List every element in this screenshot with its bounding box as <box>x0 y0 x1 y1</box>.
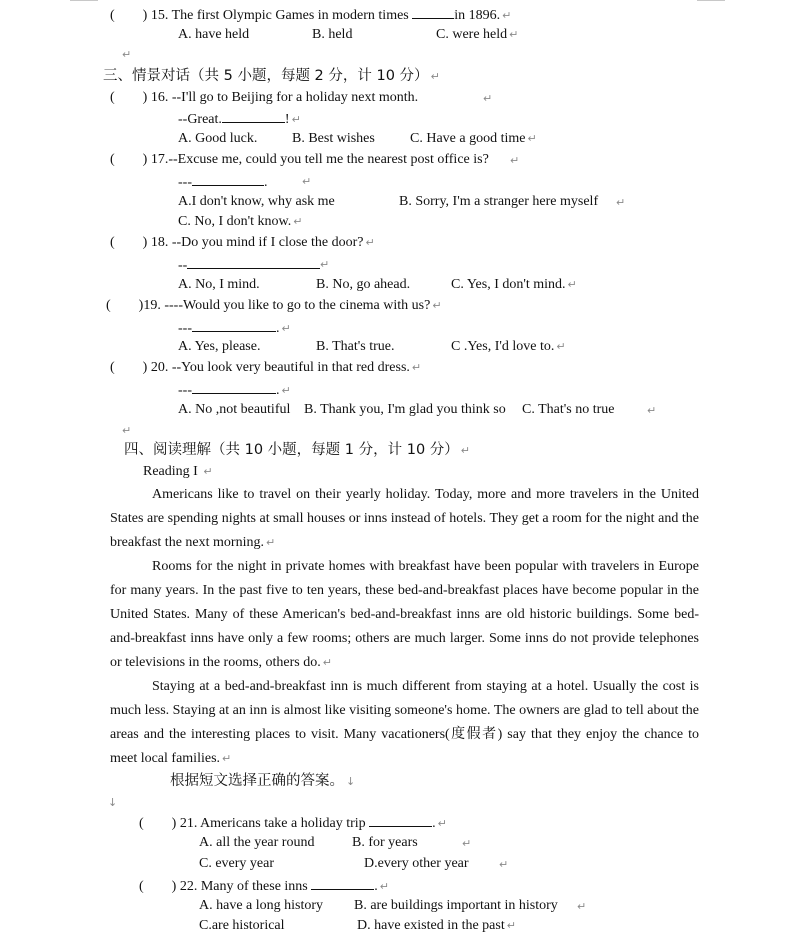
paragraph-mark: ↵ <box>462 837 472 850</box>
question-stem: 19. ----Would you like to go to the cinema with us? <box>143 298 431 313</box>
answer-paren: ( ) <box>110 90 148 105</box>
page-corner-mark-left <box>70 0 98 1</box>
option-b: B. are buildings important in history <box>354 898 558 913</box>
paragraph-mark: ↵ <box>222 752 232 765</box>
paragraph-mark: ↵ <box>567 278 577 291</box>
option-b: B. Best wishes <box>292 131 375 146</box>
paragraph-mark: ↓ <box>346 775 356 788</box>
question-15 <box>110 5 511 25</box>
paragraph-mark: ↵ <box>291 113 301 126</box>
option-b: B. No, go ahead. <box>316 277 411 292</box>
paragraph-mark: ↵ <box>265 536 276 549</box>
option-b: B. That's true. <box>316 339 395 354</box>
section-3-title <box>103 67 440 86</box>
option-c <box>178 213 302 231</box>
passage-paragraph-1 <box>110 483 699 555</box>
paragraph-mark: ↵ <box>203 465 213 478</box>
paragraph-mark: ↵ <box>647 404 657 417</box>
paragraph-mark: ↵ <box>320 258 330 271</box>
reply-line <box>178 172 268 192</box>
answer-blank <box>311 876 374 890</box>
option-c: C.are historical <box>199 918 285 933</box>
option-c-text: C. No, I don't know. <box>178 214 292 229</box>
question-20 <box>110 359 421 377</box>
question-16 <box>110 89 418 107</box>
answer-paren: ( ) <box>110 152 148 167</box>
option-b: B. Sorry, I'm a stranger here myself <box>399 194 599 209</box>
paragraph-mark: ↵ <box>616 196 626 209</box>
paragraph-mark: ↵ <box>302 175 312 188</box>
question-stem-end: in 1896. <box>454 8 501 23</box>
option-c: C. That's no true <box>522 402 615 417</box>
paragraph-mark: ↵ <box>556 340 566 353</box>
question-stem: 16. --I'll go to Beijing for a holiday next month. <box>150 90 419 105</box>
paragraph-mark: ↵ <box>502 9 512 22</box>
option-c-text: C. Yes, I don't mind. <box>451 277 566 292</box>
option-b: B. for years <box>352 835 418 850</box>
option-d: D.every other year <box>364 856 469 871</box>
reply-line <box>178 318 291 338</box>
option-c: C. every year <box>199 856 275 871</box>
reply-line <box>178 380 291 400</box>
option-d <box>357 917 516 935</box>
paragraph-mark: ↵ <box>460 444 470 457</box>
question-stem: 22. Many of these inns <box>179 879 308 894</box>
answer-blank <box>192 318 276 332</box>
option-a: A. all the year round <box>199 835 315 850</box>
option-a: A.I don't know, why ask me <box>178 194 335 209</box>
page-corner-mark-right <box>697 0 725 1</box>
question-stem: 21. Americans take a holiday trip <box>179 816 366 831</box>
paragraph-text: Americans like to travel on their yearly holiday. Today, more and more travelers in the United States are spending nights at small houses or inns instead of hotels. They get a room for the night and the breakfast the next morning. <box>110 487 699 550</box>
reply-suffix: ! <box>284 112 290 127</box>
option-b: B. Thank you, I'm glad you think so <box>304 402 506 417</box>
section-4-title <box>124 441 470 460</box>
reply-suffix: . <box>264 175 268 190</box>
question-stem-end: . <box>432 816 436 831</box>
paragraph-mark: ↵ <box>509 28 519 41</box>
answer-paren: ( ) <box>106 298 144 313</box>
option-d-text: D. have existed in the past <box>357 918 505 933</box>
reply-suffix: . <box>276 321 280 336</box>
reply-line <box>178 255 320 275</box>
option-c <box>451 276 577 294</box>
passage-paragraph-3 <box>110 675 699 771</box>
question-21 <box>139 813 447 833</box>
paragraph-mark: ↵ <box>411 361 422 374</box>
option-c-text: C. were held <box>436 27 508 42</box>
option-c-text: C .Yes, I'd love to. <box>451 339 555 354</box>
option-c <box>451 338 566 356</box>
instruction <box>170 772 355 791</box>
passage-paragraph-2 <box>110 555 699 675</box>
question-18 <box>110 234 375 252</box>
option-a: A. Yes, please. <box>178 339 261 354</box>
reading-heading-text: Reading I <box>143 464 198 479</box>
paragraph-mark: ↵ <box>281 384 291 397</box>
option-a: A. Good luck. <box>178 131 258 146</box>
reply-prefix: -- <box>178 258 188 273</box>
option-c <box>436 26 518 44</box>
paragraph-text: Rooms for the night in private homes with breakfast have been popular with travelers in Europe for many years. In the past five to ten years, these bed-and-breakfast places have become popular in the United States. Many of these American's bed-and-breakfast inns are old historic buildings. Some bed-and-breakfast inns have only a few rooms; others are much larger. Some inns do not provide telephones or televisions in the rooms, others do. <box>110 559 699 670</box>
reply-prefix: --Great. <box>178 112 222 127</box>
answer-paren: ( ) <box>139 879 177 894</box>
paragraph-mark: ↵ <box>122 48 132 61</box>
option-a: A. No, I mind. <box>178 277 260 292</box>
paragraph-mark: ↓ <box>108 796 118 809</box>
paragraph-mark: ↵ <box>577 900 587 913</box>
question-stem: 17.--Excuse me, could you tell me the nearest post office is? <box>150 152 489 167</box>
paragraph-mark: ↵ <box>499 858 509 871</box>
paragraph-mark: ↵ <box>437 817 447 830</box>
option-a: A. have held <box>178 27 250 42</box>
reply-prefix: --- <box>178 321 192 336</box>
option-c <box>410 130 537 148</box>
paragraph-mark: ↵ <box>430 70 440 83</box>
answer-blank <box>412 5 454 19</box>
answer-blank <box>369 813 432 827</box>
question-stem: 20. --You look very beautiful in that red dress. <box>150 360 410 375</box>
answer-blank <box>222 109 285 123</box>
section-title-text: 三、情景对话（共 5 小题，每题 2 分，计 10 分） <box>103 68 429 84</box>
reading-heading <box>143 463 213 481</box>
question-19 <box>106 297 442 315</box>
reply-line <box>178 109 301 129</box>
answer-paren: ( ) <box>110 8 148 23</box>
paragraph-mark: ↵ <box>322 656 332 669</box>
paragraph-mark: ↵ <box>379 880 389 893</box>
option-a: A. No ,not beautiful <box>178 402 291 417</box>
question-stem: 15. The first Olympic Games in modern times <box>150 8 409 23</box>
option-b: B. held <box>312 27 353 42</box>
question-stem: 18. --Do you mind if I close the door? <box>150 235 364 250</box>
question-17 <box>110 151 489 169</box>
paragraph-mark: ↵ <box>365 236 375 249</box>
paragraph-mark: ↵ <box>432 299 442 312</box>
paragraph-mark: ↵ <box>483 92 493 105</box>
answer-paren: ( ) <box>110 235 148 250</box>
paragraph-mark: ↵ <box>293 215 303 228</box>
answer-blank <box>192 380 276 394</box>
paragraph-mark: ↵ <box>510 154 520 167</box>
paragraph-mark: ↵ <box>281 322 291 335</box>
answer-paren: ( ) <box>110 360 148 375</box>
question-22 <box>139 876 389 896</box>
paragraph-mark: ↵ <box>506 919 516 932</box>
reply-prefix: --- <box>178 175 192 190</box>
paragraph-text: Staying at a bed-and-breakfast inn is much different from staying at a hotel. Usually the cost is much less. Staying at an inn is almost like visiting someone's home. The owners are glad to tell about the areas and the interesting places to visit. Many vacationers(度假者) say that they enjoy the chance to meet local families. <box>110 679 699 766</box>
section-title-text: 四、阅读理解（共 10 小题，每题 1 分，计 10 分） <box>124 442 459 458</box>
answer-blank <box>192 172 264 186</box>
paragraph-mark: ↵ <box>122 424 132 437</box>
reply-prefix: --- <box>178 383 192 398</box>
answer-paren: ( ) <box>139 816 177 831</box>
reply-suffix: . <box>276 383 280 398</box>
answer-blank <box>187 255 320 269</box>
question-stem-end: . <box>374 879 378 894</box>
option-a: A. have a long history <box>199 898 324 913</box>
paragraph-mark: ↵ <box>527 132 537 145</box>
instruction-text: 根据短文选择正确的答案。 <box>170 773 344 789</box>
option-c-text: C. Have a good time <box>410 131 526 146</box>
